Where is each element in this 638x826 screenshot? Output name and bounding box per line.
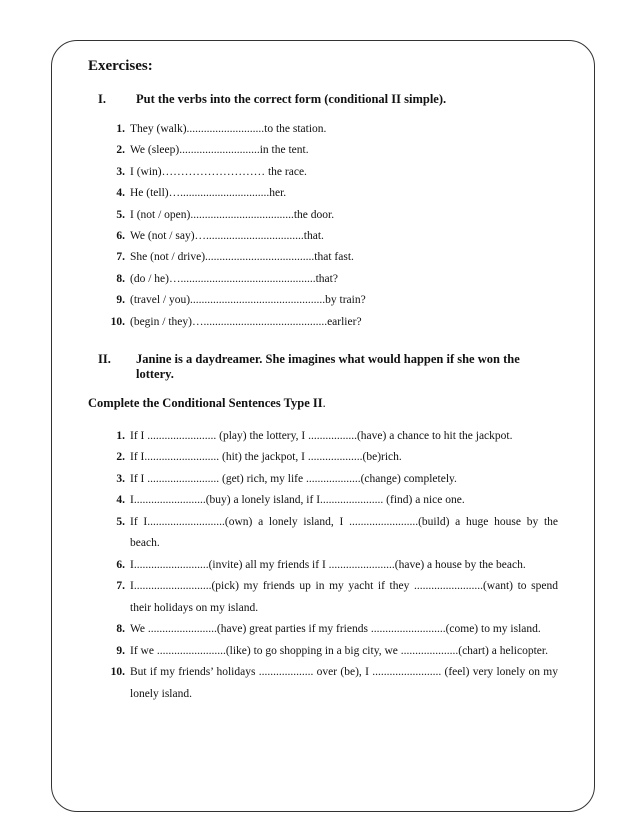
section-1-item <box>88 165 558 186</box>
section-2-item <box>88 426 558 448</box>
item-text: We (sleep)............................in the tent. <box>130 144 309 157</box>
item-text: If I.......................... (hit) the jackpot, I ...................(be)rich. <box>130 451 402 464</box>
item-text: We (not / say)…..................................that. <box>130 229 324 242</box>
item-text: If I ........................ (play) the lottery, I .................(have) a chance to hit the jackpot. <box>130 429 513 442</box>
section-2-list <box>88 426 558 706</box>
section-2-item <box>88 447 558 469</box>
section-1-item <box>88 272 558 293</box>
item-text: If we ........................(like) to go shopping in a big city, we ....................(chart) a helicopter. <box>130 644 548 657</box>
section-2-heading <box>88 352 558 382</box>
item-number: 7. <box>116 580 125 593</box>
section-2-number: II. <box>98 351 111 366</box>
item-number: 3. <box>116 472 125 485</box>
item-text: I (not / open)....................................the door. <box>130 208 335 221</box>
item-text: But if my friends’ holidays ................... over (be), I ........................ (feel) very lonely on my lonely island. <box>130 666 558 700</box>
item-text: (begin / they)…...........................................earlier? <box>130 315 362 328</box>
section-1-item <box>88 229 558 250</box>
item-number: 8. <box>116 272 125 285</box>
section-1-item <box>88 250 558 271</box>
item-number: 5. <box>116 515 125 528</box>
item-text: If I ......................... (get) rich, my life ...................(change) completely. <box>130 472 457 485</box>
worksheet-content <box>88 58 558 705</box>
section-2-item <box>88 576 558 619</box>
item-text: They (walk)...........................to the station. <box>130 123 327 135</box>
section-1-item <box>88 315 558 336</box>
section-1-item <box>88 143 558 164</box>
section-2-item <box>88 619 558 641</box>
section-1-item <box>88 293 558 314</box>
section-1-number: I. <box>98 92 106 106</box>
item-number: 7. <box>116 251 125 264</box>
section-2-subheading-text: Complete the Conditional Sentences Type II <box>88 395 323 410</box>
item-text: If I...........................(own) a lonely island, I ........................(build) a huge house by the beach. <box>130 515 558 550</box>
page-title: Exercises: <box>88 58 153 74</box>
item-number: 10. <box>110 315 125 328</box>
section-2-instruction: Janine is a daydreamer. She imagines what would happen if she won the lottery. <box>136 351 520 381</box>
item-number: 2. <box>116 451 125 464</box>
section-1-instruction: Put the verbs into the correct form (conditional II simple). <box>136 92 447 106</box>
section-2-item <box>88 555 558 577</box>
item-number: 1. <box>116 123 125 135</box>
section-2-item <box>88 512 558 555</box>
section-1-item <box>88 122 558 143</box>
item-number: 10. <box>110 666 125 679</box>
section-2-subheading-period: . <box>322 395 326 410</box>
item-number: 2. <box>116 144 125 157</box>
item-text: I...........................(pick) my friends up in my yacht if they ........................(want) to spend their holidays on my island. <box>130 580 558 614</box>
section-2-item <box>88 490 558 512</box>
item-number: 4. <box>116 187 125 200</box>
item-text: He (tell)…...............................her. <box>130 187 287 200</box>
section-2-item <box>88 641 558 663</box>
item-text: I..........................(invite) all my friends if I .......................(have) a house by the beach. <box>130 558 526 571</box>
section-2-subheading <box>88 396 558 411</box>
section-1-heading <box>88 92 558 107</box>
section-1-item <box>88 208 558 229</box>
item-number: 9. <box>116 644 125 657</box>
item-text: We ........................(have) great parties if my friends ..........................(come) to my island. <box>130 623 541 636</box>
item-text: She (not / drive)......................................that fast. <box>130 251 354 264</box>
section-2-item <box>88 469 558 491</box>
item-text: I.........................(buy) a lonely island, if I...................... (find) a nice one. <box>130 494 465 507</box>
item-number: 3. <box>116 165 125 178</box>
item-number: 9. <box>116 294 125 307</box>
item-number: 5. <box>116 208 125 221</box>
item-number: 6. <box>116 558 125 571</box>
item-text: (travel / you)...............................................by train? <box>130 294 366 307</box>
item-number: 4. <box>116 494 125 507</box>
item-text: I (win)……………………… the race. <box>130 165 307 178</box>
item-number: 1. <box>116 429 125 442</box>
section-1-item <box>88 186 558 207</box>
item-text: (do / he)…...............................................that? <box>130 272 338 285</box>
section-1-list <box>88 122 558 336</box>
section-2-item <box>88 662 558 705</box>
item-number: 8. <box>116 623 125 636</box>
item-number: 6. <box>116 229 125 242</box>
